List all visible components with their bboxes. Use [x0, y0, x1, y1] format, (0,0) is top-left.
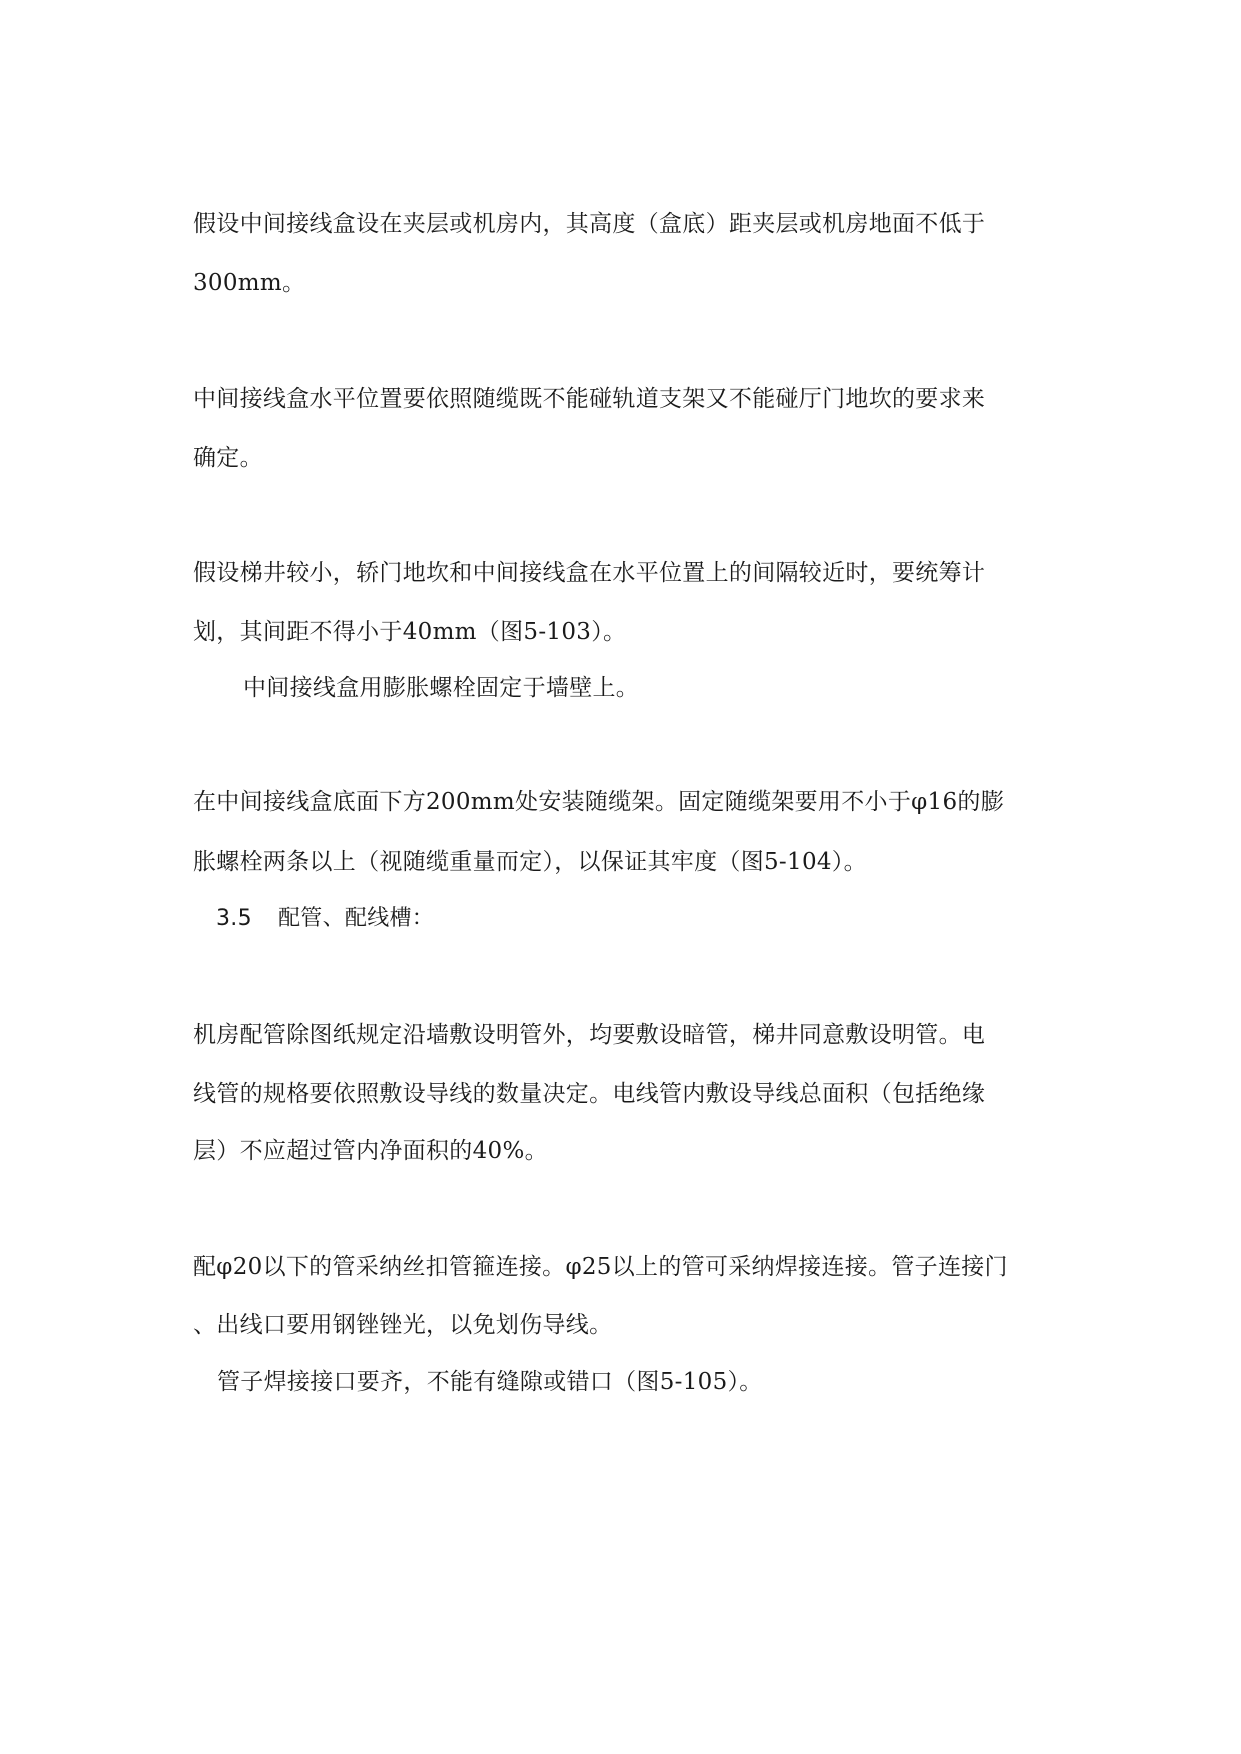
paragraph-3-line-2: 划，其间距不得小于40mm（图5-103）。 [193, 619, 627, 645]
section-title: 配管、配线槽： [278, 906, 435, 931]
paragraph-9-line-1: 管子焊接接口要齐，不能有缝隙或错口（图5-105）。 [217, 1369, 763, 1395]
paragraph-3-line-1: 假设梯井较小，轿门地坎和中间接线盒在水平位置上的间隔较近时，要统筹计 [193, 560, 986, 586]
paragraph-2-line-1: 中间接线盒水平位置要依照随缆既不能碰轨道支架又不能碰厅门地坎的要求来 [193, 386, 986, 412]
paragraph-8-line-2: 、出线口要用钢锉锉光，以免划伤导线。 [193, 1312, 613, 1338]
paragraph-1-line-2: 300mm。 [193, 270, 306, 296]
paragraph-7-line-1: 机房配管除图纸规定沿墙敷设明管外，均要敷设暗管，梯井同意敷设明管。电 [193, 1022, 986, 1048]
section-heading [216, 904, 434, 934]
paragraph-1-line-1: 假设中间接线盒设在夹层或机房内，其高度（盒底）距夹层或机房地面不低于 [193, 211, 986, 237]
section-number: 3.5 [216, 906, 252, 931]
paragraph-7-line-2: 线管的规格要依照敷设导线的数量决定。电线管内敷设导线总面积（包括绝缘 [193, 1081, 986, 1107]
paragraph-8-line-1: 配φ20以下的管采纳丝扣管箍连接。φ25以上的管可采纳焊接连接。管子连接门 [193, 1254, 1008, 1280]
paragraph-5-line-1: 在中间接线盒底面下方200mm处安装随缆架。固定随缆架要用不小于φ16的膨 [193, 789, 1004, 815]
paragraph-2-line-2: 确定。 [193, 445, 263, 471]
paragraph-4-line-1: 中间接线盒用膨胀螺栓固定于墙壁上。 [243, 675, 640, 701]
paragraph-5-line-2: 胀螺栓两条以上（视随缆重量而定），以保证其牢度（图5-104）。 [193, 849, 867, 875]
paragraph-7-line-3: 层）不应超过管内净面积的40%。 [193, 1138, 548, 1164]
